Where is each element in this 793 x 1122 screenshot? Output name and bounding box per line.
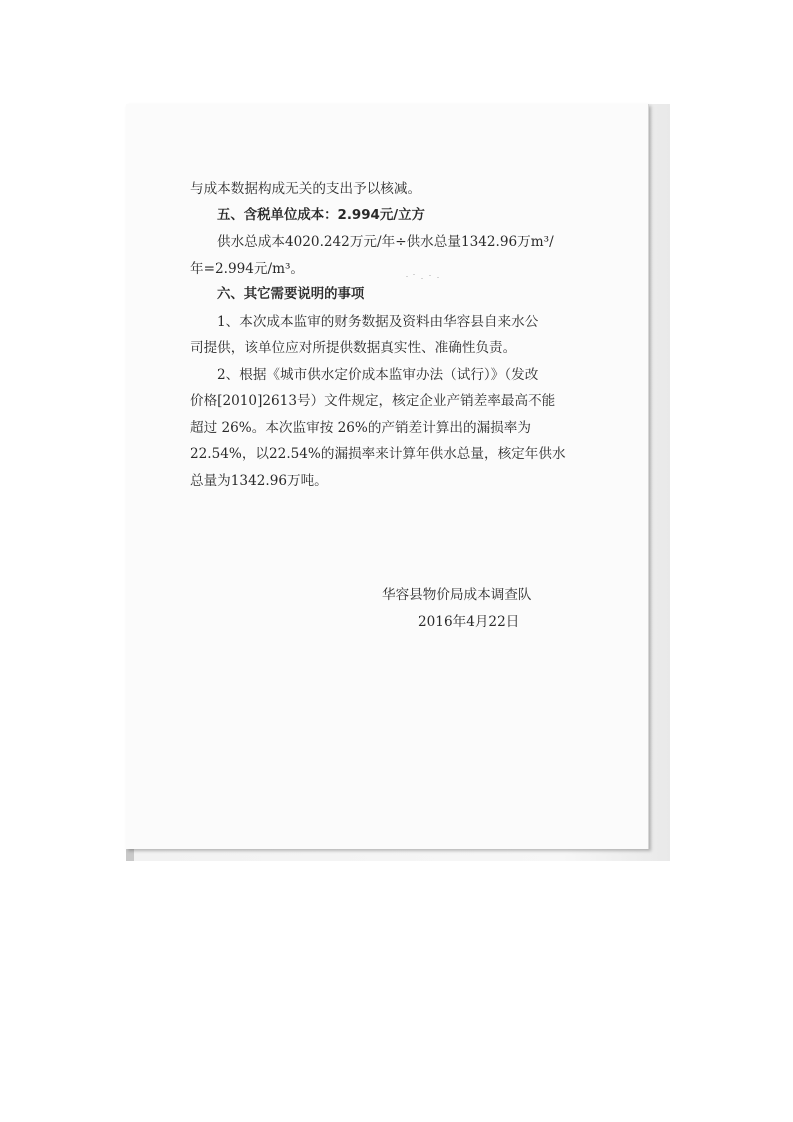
scanned-page-area: [126, 104, 670, 861]
paragraph-line: 供水总成本4020.242万元/年÷供水总量1342.96万m³/: [217, 234, 554, 250]
scan-speck: [404, 272, 444, 282]
paragraph-line: 司提供，该单位应对所提供数据真实性、准确性负责。: [190, 340, 517, 356]
section-heading-tax-unit-cost: 五、含税单位成本：2.994元/立方: [217, 207, 425, 223]
paragraph-line: 与成本数据构成无关的支出予以核减。: [190, 181, 422, 197]
paragraph-line: 总量为1342.96万吨。: [190, 472, 328, 489]
signature-block: [382, 582, 532, 636]
paragraph-line: 2、根据《城市供水定价成本监审办法（试行）》（发改: [217, 366, 539, 383]
signature-date: 2016年4月22日: [418, 614, 520, 630]
document-body: [190, 176, 620, 494]
paragraph-line: 价格[2010]2613号）文件规定，核定企业产销差率最高不能: [190, 393, 556, 409]
paragraph-line: 年=2.994元/m³。: [190, 260, 305, 277]
paragraph-line: 1、本次成本监审的财务数据及资料由华容县自来水公: [217, 313, 539, 330]
signature-org: 华容县物价局成本调查队: [382, 587, 532, 603]
paragraph-line: 22.54%，以22.54%的漏损率来计算年供水总量，核定年供水: [190, 446, 566, 462]
document-page: [126, 104, 649, 849]
paragraph-line: 超过 26%。本次监审按 26%的产销差计算出的漏损率为: [190, 419, 531, 436]
section-heading-other-notes: 六、其它需要说明的事项: [217, 287, 365, 302]
